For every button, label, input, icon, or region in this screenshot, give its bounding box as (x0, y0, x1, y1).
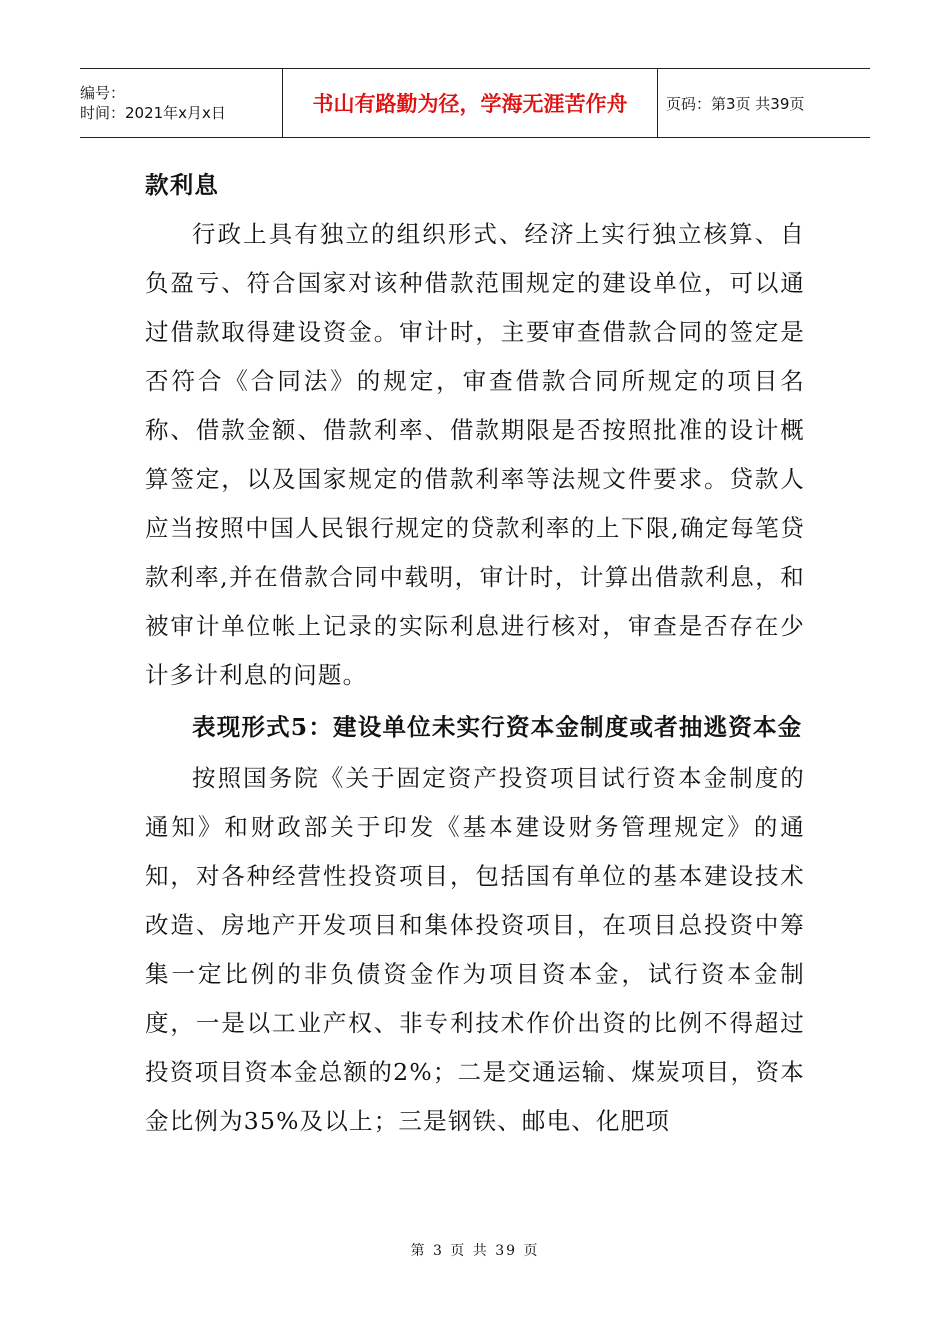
document-body (145, 161, 805, 1146)
section-heading: 款利息 (145, 171, 220, 199)
header-meta (80, 69, 282, 137)
paragraph-capital-system: 按照国务院《关于固定资产投资项目试行资本金制度的通知》和财政部关于印发《基本建设财务管理规定》的通知，对各种经营性投资项目，包括国有单位的基本建设技术改造、房地产开发项目和集体投资项目，在项目总投资中筹集一定比例的非负债资金作为项目资本金，试行资本金制度，一是以工业产权、非专利技术作价出资的比例不得超过投资项目资本金总额的2%；二是交通运输、煤炭项目，资本金比例为35%及以上；三是钢铁、邮电、化肥项 (145, 764, 805, 1135)
header-page-info: 页码：第3页 共39页 (666, 94, 805, 113)
paragraph-loan-interest: 行政上具有独立的组织形式、经济上实行独立核算、自负盈亏、符合国家对该种借款范围规定的建设单位，可以通过借款取得建设资金。审计时，主要审查借款合同的签定是否符合《合同法》的规定，审查借款合同所规定的项目名称、借款金额、借款利率、借款期限是否按照批准的设计概算签定，以及国家规定的借款利率等法规文件要求。贷款人应当按照中国人民银行规定的贷款利率的上下限,确定每笔贷款利率,并在借款合同中载明，审计时，计算出借款利息，和被审计单位帐上记录的实际利息进行核对，审查是否存在少计多计利息的问题。 (145, 220, 805, 689)
page-header (80, 68, 870, 138)
header-motto: 书山有路勤为径，学海无涯苦作舟 (282, 69, 658, 137)
document-date: 时间：2021年x月x日 (80, 104, 226, 122)
page-footer: 第 3 页 共 39 页 (410, 1243, 540, 1259)
heading-form-5: 表现形式5：建设单位未实行资本金制度或者抽逃资本金 (192, 713, 803, 741)
document-number-label: 编号： (80, 84, 126, 102)
